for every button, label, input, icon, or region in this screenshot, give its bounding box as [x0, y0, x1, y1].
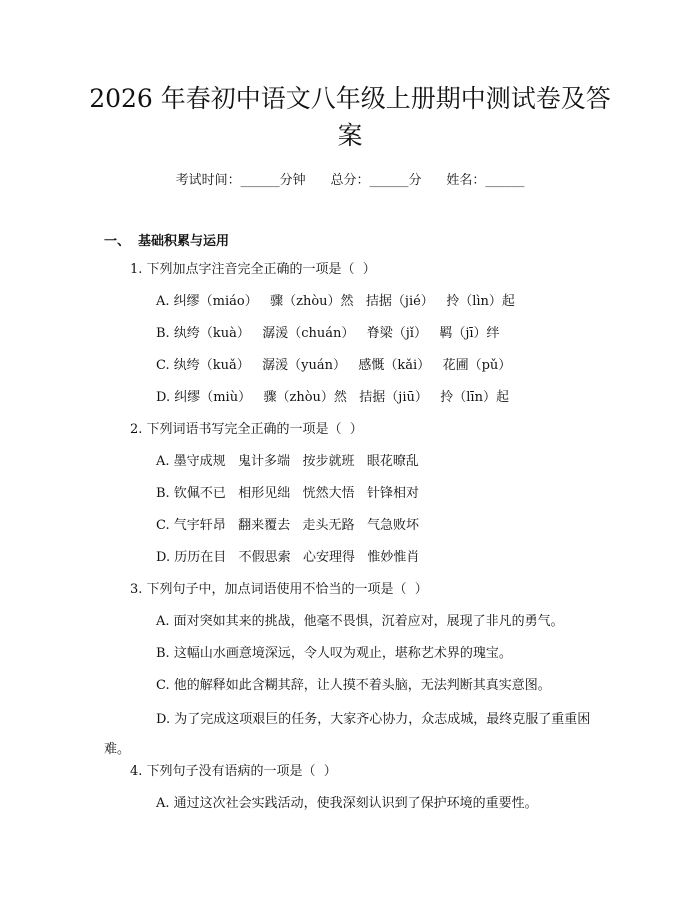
question-stem: 4. 下列句子没有语病的一项是（ ）: [130, 764, 337, 779]
section-heading: [104, 230, 229, 249]
option-b: B. 钦佩不已 相形见绌 恍然大悟 针锋相对: [156, 486, 420, 501]
score-label: 总分：: [330, 173, 370, 188]
question-stem: 2. 下列词语书写完全正确的一项是（ ）: [130, 422, 363, 437]
option-a: A. 墨守成规 鬼计多端 按步就班 眼花暸乱: [156, 454, 419, 469]
option-c: C. 气宇轩昂 翻来覆去 走头无路 气急败坏: [156, 518, 419, 533]
time-unit: 分钟: [279, 173, 306, 188]
option-a: A. 面对突如其来的挑战，他毫不畏惧，沉着应对，展现了非凡的勇气。: [156, 614, 564, 629]
exam-info: [0, 169, 700, 188]
time-blank: ______: [240, 173, 280, 188]
option-c: C. 纨绔（kuǎ） 潺湲（yuán） 感慨（kǎi） 花圃（pǔ）: [156, 358, 512, 373]
option-b: B. 这幅山水画意境深远，令人叹为观止，堪称艺术界的瑰宝。: [156, 646, 512, 661]
option-d: D. 为了完成这项艰巨的任务，大家齐心协力，众志成城，最终克服了重重困难。: [104, 712, 591, 757]
score-blank: ______: [369, 173, 409, 188]
option-a: A. 通过这次社会实践活动，使我深刻认识到了保护环境的重要性。: [156, 796, 538, 811]
section-title: 基础积累与运用: [138, 234, 230, 249]
option-d: D. 历历在目 不假思索 心安理得 惟妙惟肖: [156, 550, 420, 565]
time-label: 考试时间：: [175, 173, 241, 188]
question-stem: 3. 下列句子中，加点词语使用不恰当的一项是（ ）: [130, 582, 428, 597]
page-title: 2026 年春初中语文八年级上册期中测试卷及答案: [89, 84, 611, 150]
option-b: B. 纨绔（kuà） 潺湲（chuán） 脊梁（jǐ） 羁（jī）绊: [156, 326, 500, 341]
section-number: 一、: [104, 234, 131, 249]
name-label: 姓名：: [446, 173, 486, 188]
option-a: A. 纠缪（miáo） 骤（zhòu）然 拮据（jié） 拎（lìn）起: [156, 294, 515, 309]
score-unit: 分: [408, 173, 422, 188]
name-blank: ______: [485, 173, 525, 188]
question-stem: 1. 下列加点字注音完全正确的一项是（ ）: [130, 262, 376, 277]
option-c: C. 他的解释如此含糊其辞，让人摸不着头脑，无法判断其真实意图。: [156, 678, 551, 693]
option-d: D. 纠缪（miù） 骤（zhòu）然 拮据（jiū） 拎（līn）起: [156, 390, 509, 405]
